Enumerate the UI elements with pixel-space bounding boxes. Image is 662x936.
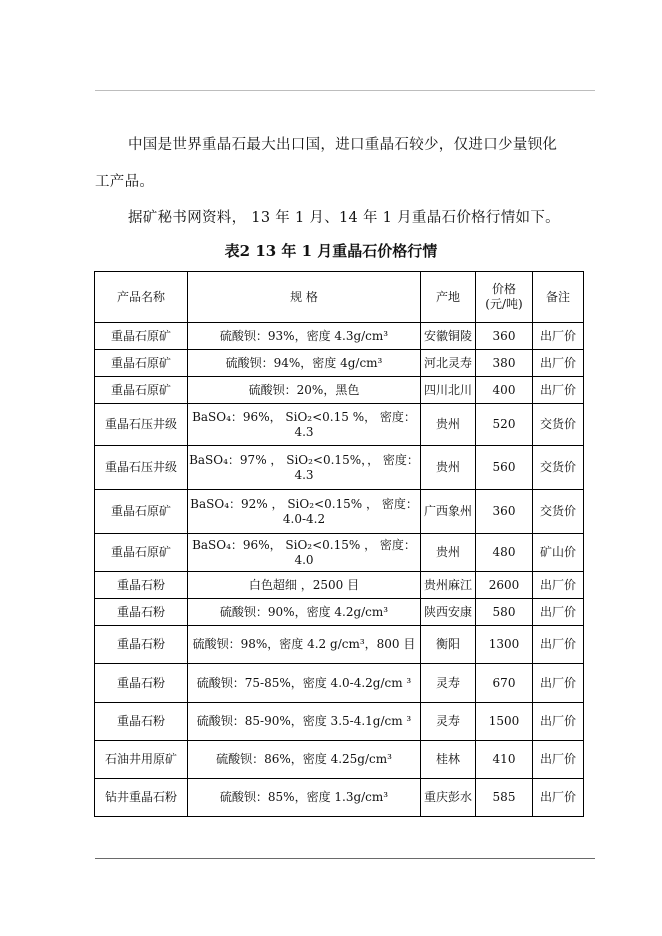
cell-spec: 硫酸钡：85%，密度 1.3g/cm³	[188, 779, 421, 817]
cell-name: 重晶石压井级	[95, 404, 188, 446]
cell-name: 重晶石粉	[95, 703, 188, 741]
footer-rule	[95, 858, 595, 859]
cell-note: 出厂价	[533, 779, 584, 817]
header-origin: 产地	[421, 272, 476, 323]
cell-origin: 贵州	[421, 446, 476, 490]
cell-origin: 衡阳	[421, 626, 476, 664]
header-name: 产品名称	[95, 272, 188, 323]
cell-name: 重晶石粉	[95, 626, 188, 664]
cell-note: 出厂价	[533, 741, 584, 779]
table-row	[95, 446, 584, 490]
cell-note: 出厂价	[533, 626, 584, 664]
header-note: 备注	[533, 272, 584, 323]
table-row	[95, 377, 584, 404]
cell-price: 1500	[476, 703, 533, 741]
cell-spec: 硫酸钡：85-90%，密度 3.5-4.1g/cm ³	[188, 703, 421, 741]
cell-origin: 贵州	[421, 534, 476, 572]
cell-price: 480	[476, 534, 533, 572]
cell-spec: 硫酸钡：75-85%，密度 4.0-4.2g/cm ³	[188, 664, 421, 703]
cell-note: 出厂价	[533, 350, 584, 377]
cell-note: 交货价	[533, 446, 584, 490]
cell-note: 出厂价	[533, 599, 584, 626]
cell-origin: 四川北川	[421, 377, 476, 404]
cell-spec: BaSO₄：96%， SiO₂<0.15% ， 密度：4.0	[188, 534, 421, 572]
table-row	[95, 779, 584, 817]
source-paragraph: 据矿秘书网资料， 13 年 1 月、14 年 1 月重晶石价格行情如下。	[128, 210, 560, 226]
header-price-line1: 价格	[491, 282, 516, 296]
cell-name: 重晶石原矿	[95, 534, 188, 572]
cell-note: 交货价	[533, 404, 584, 446]
table-row	[95, 664, 584, 703]
cell-price: 1300	[476, 626, 533, 664]
cell-origin: 安徽铜陵	[421, 323, 476, 350]
cell-origin: 灵寿	[421, 664, 476, 703]
cell-spec: 白色超细 ，2500 目	[188, 572, 421, 599]
cell-note: 出厂价	[533, 377, 584, 404]
cell-spec: 硫酸钡：20%，黑色	[188, 377, 421, 404]
cell-price: 360	[476, 490, 533, 534]
intro-paragraph-line1: 中国是世界重晶石最大出口国，进口重晶石较少，仅进口少量钡化	[128, 137, 558, 153]
table-row	[95, 534, 584, 572]
cell-spec: 硫酸钡：94%，密度 4g/cm³	[188, 350, 421, 377]
cell-spec: BaSO₄：92% ， SiO₂<0.15% ， 密度：4.0-4.2	[188, 490, 421, 534]
cell-spec: 硫酸钡：90%，密度 4.2g/cm³	[188, 599, 421, 626]
cell-name: 重晶石原矿	[95, 377, 188, 404]
cell-origin: 桂林	[421, 741, 476, 779]
cell-note: 出厂价	[533, 323, 584, 350]
cell-name: 重晶石原矿	[95, 323, 188, 350]
header-rule	[95, 90, 595, 91]
cell-origin: 贵州	[421, 404, 476, 446]
header-price	[476, 272, 533, 323]
cell-price: 580	[476, 599, 533, 626]
cell-note: 矿山价	[533, 534, 584, 572]
cell-price: 380	[476, 350, 533, 377]
cell-origin: 重庆彭水	[421, 779, 476, 817]
cell-price: 410	[476, 741, 533, 779]
cell-name: 石油井用原矿	[95, 741, 188, 779]
table-row	[95, 703, 584, 741]
cell-name: 重晶石原矿	[95, 490, 188, 534]
table-row	[95, 404, 584, 446]
cell-name: 重晶石粉	[95, 599, 188, 626]
cell-price: 360	[476, 323, 533, 350]
cell-name: 钻井重晶石粉	[95, 779, 188, 817]
table-row	[95, 490, 584, 534]
cell-price: 520	[476, 404, 533, 446]
cell-spec: BaSO₄：96%， SiO₂<0.15 %， 密度：4.3	[188, 404, 421, 446]
cell-price: 585	[476, 779, 533, 817]
cell-note: 出厂价	[533, 664, 584, 703]
table-header-row	[95, 272, 584, 323]
table-caption: 表2 13 年 1 月重晶石价格行情	[224, 242, 438, 260]
cell-name: 重晶石原矿	[95, 350, 188, 377]
cell-note: 出厂价	[533, 572, 584, 599]
cell-spec: 硫酸钡：98%，密度 4.2 g/cm³，800 目	[188, 626, 421, 664]
cell-name: 重晶石压井级	[95, 446, 188, 490]
cell-name: 重晶石粉	[95, 664, 188, 703]
price-table	[94, 271, 584, 817]
cell-price: 560	[476, 446, 533, 490]
cell-spec: 硫酸钡：86%，密度 4.25g/cm³	[188, 741, 421, 779]
table-row	[95, 599, 584, 626]
cell-origin: 陕西安康	[421, 599, 476, 626]
header-spec: 规 格	[188, 272, 421, 323]
cell-name: 重晶石粉	[95, 572, 188, 599]
cell-spec: 硫酸钡：93%，密度 4.3g/cm³	[188, 323, 421, 350]
cell-price: 400	[476, 377, 533, 404]
cell-origin: 灵寿	[421, 703, 476, 741]
table-row	[95, 350, 584, 377]
cell-note: 交货价	[533, 490, 584, 534]
cell-origin: 河北灵寿	[421, 350, 476, 377]
intro-paragraph-line2: 工产品。	[95, 174, 155, 190]
table-row	[95, 323, 584, 350]
cell-spec: BaSO₄：97% ， SiO₂<0.15%，， 密度：4.3	[188, 446, 421, 490]
header-price-line2: (元/吨)	[485, 297, 523, 311]
table-row	[95, 626, 584, 664]
cell-price: 2600	[476, 572, 533, 599]
cell-price: 670	[476, 664, 533, 703]
table-row	[95, 572, 584, 599]
table-row	[95, 741, 584, 779]
cell-origin: 广西象州	[421, 490, 476, 534]
cell-note: 出厂价	[533, 703, 584, 741]
cell-origin: 贵州麻江	[421, 572, 476, 599]
